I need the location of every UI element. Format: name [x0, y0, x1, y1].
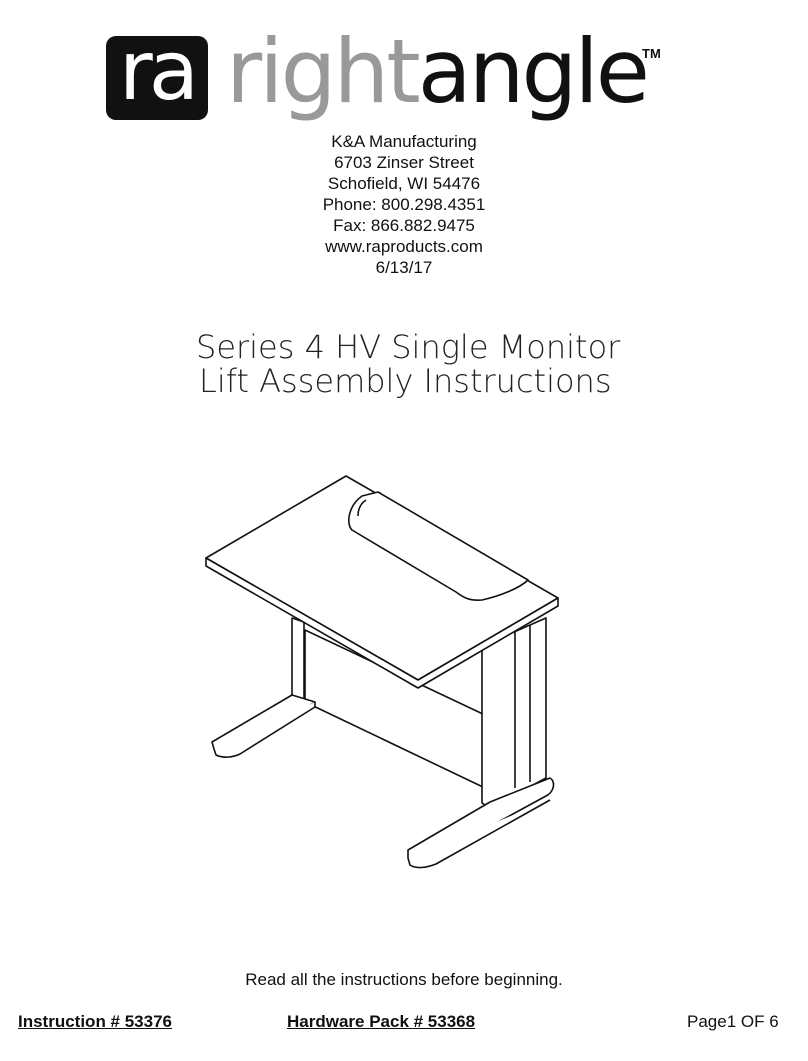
read-instructions-note: Read all the instructions before beginning.: [245, 970, 563, 989]
title-line-1: Series 4 HV Single Monitor: [196, 328, 621, 366]
company-phone: Phone: 800.298.4351: [322, 195, 486, 214]
trademark-symbol: TM: [642, 46, 661, 61]
left-leg-column: [292, 618, 304, 702]
company-street: 6703 Zinser Street: [334, 153, 474, 172]
instruction-number: Instruction # 53376: [18, 1012, 173, 1031]
company-fax: Fax: 866.882.9475: [333, 216, 475, 235]
logo-badge-text: ra: [119, 24, 195, 119]
desk-illustration: [200, 470, 570, 880]
hardware-pack-number: Hardware Pack # 53368: [287, 1012, 476, 1031]
title-line-2: Lift Assembly Instructions: [199, 362, 612, 400]
logo-word-angle: angle: [417, 20, 647, 123]
brand-logo: [106, 20, 666, 127]
document-date: 6/13/17: [375, 258, 433, 277]
right-leg-column: [482, 618, 546, 808]
company-name: K&A Manufacturing: [331, 132, 477, 151]
company-city: Schofield, WI 54476: [327, 174, 481, 193]
document-title: [196, 330, 620, 398]
page-indicator: Page1 OF 6: [687, 1012, 779, 1031]
company-address-block: [0, 131, 808, 278]
logo-word-right: right: [226, 20, 418, 123]
company-website[interactable]: www.raproducts.com: [325, 237, 483, 256]
logo-wordmark: [226, 20, 647, 123]
